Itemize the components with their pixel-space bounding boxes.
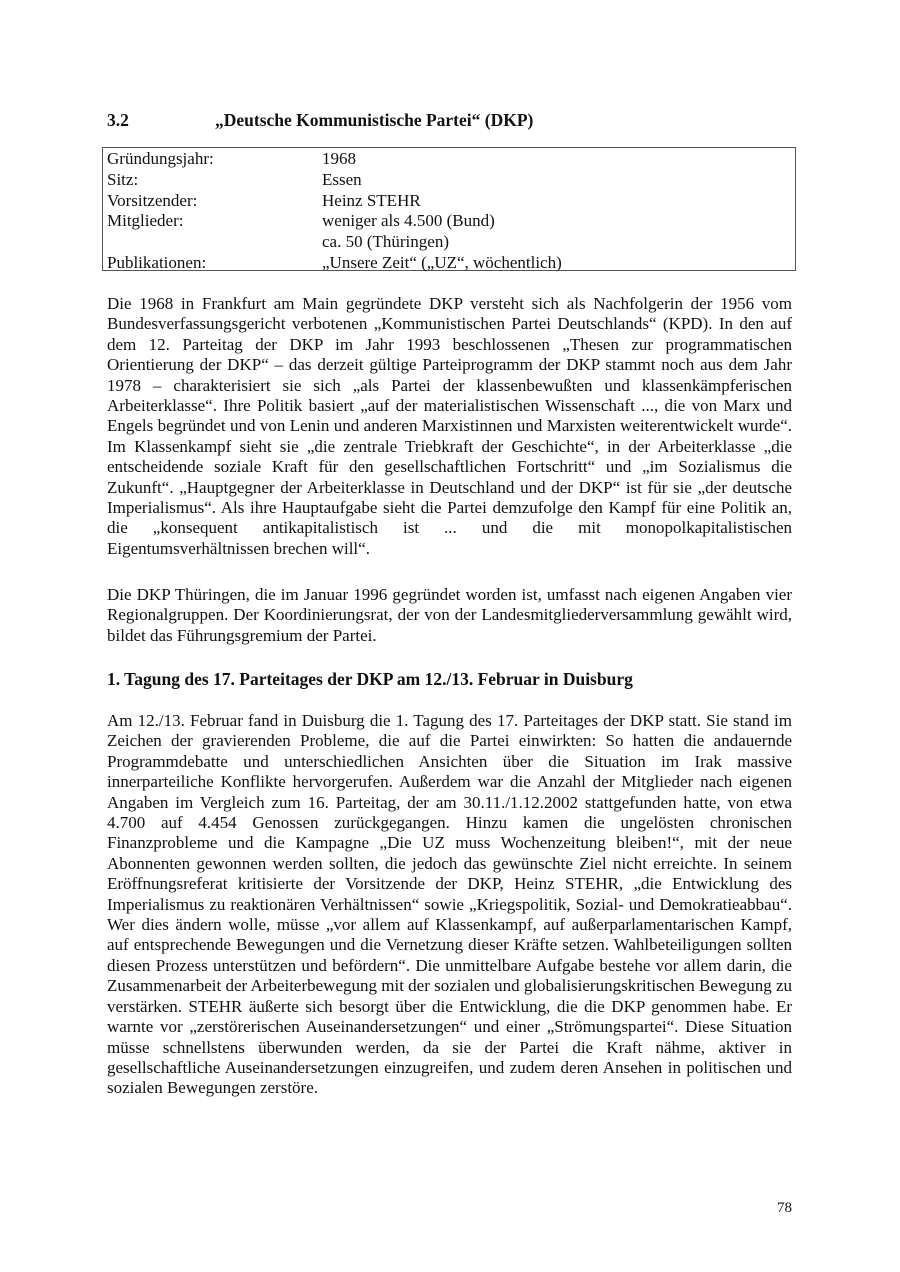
section-heading: [107, 109, 533, 131]
party-facts-table: [107, 149, 562, 274]
facts-row-founded: [107, 149, 562, 170]
facts-label: Vorsitzender:: [107, 190, 198, 210]
subheading-party-congress: 1. Tagung des 17. Parteitages der DKP am 12./13. Februar in Duisburg: [107, 669, 633, 689]
facts-row-publications: [107, 253, 562, 274]
page-number: 78: [777, 1200, 792, 1216]
facts-value: Essen: [322, 169, 362, 189]
facts-value: ca. 50 (Thüringen): [322, 232, 449, 252]
facts-label: Sitz:: [107, 169, 139, 189]
facts-label: Gründungsjahr:: [107, 149, 214, 168]
facts-row-seat: [107, 170, 562, 191]
paragraph-thuringia: Die DKP Thüringen, die im Januar 1996 gegründet worden ist, umfasst nach eigenen Angaben vier Regionalgruppen. Der Koordinierungsrat, der von der Landesmitgliederversammlung gewählt wird, bildet das Führungsgremium der Partei.: [107, 585, 792, 645]
section-title: „Deutsche Kommunistische Partei“ (DKP): [215, 110, 534, 130]
paragraph-congress: Am 12./13. Februar fand in Duisburg die 1. Tagung des 17. Parteitages der DKP statt. Sie stand im Zeichen der gravierenden Probleme, die auf die Partei einwirkten: So hatten die andauernde Programmdebatte und unterschiedlichen Ansichten über die Situation im Irak massive innerparteiliche Konflikte hervorgerufen. Außerdem war die Anzahl der Mitglieder nach eigenen Angaben im Vergleich zum 16. Parteitag, der am 30.11./1.12.2002 stattgefunden hatte, von etwa 4.700 auf 4.454 Genossen zurückgegangen. Hinzu kamen die ungelösten chronischen Finanzprobleme und die Kampagne „Die UZ muss Wochenzeitung bleiben!“, mit der neue Abonnenten gewonnen werden sollten, die jedoch das gewünschte Ziel nicht erreichte. In seinem Eröffnungsreferat kritisierte der Vorsitzende der DKP, Heinz STEHR, „die Entwicklung des Imperialismus zu reaktionären Verhältnissen“ sowie „Kriegspolitik, Sozial- und Demokratieabbau“. Wer dies ändern wolle, müsse „vor allem auf Klassenkampf, auf außerparlamentarischen Kampf, auf entsprechende Bewegungen und die Vernetzung dieser Kräfte setzen. Wahlbeteiligungen sollten diesen Prozess unterstützen und befördern“. Die unmittelbare Aufgabe bestehe vor allem darin, die Zusammenarbeit der Arbeiterbewegung mit der sozialen und globalisierungskritischen Bewegung zu verstärken. STEHR äußerte sich besorgt über die Entwicklung, die die DKP genommen habe. Er warnte vor „zerstörerischen Auseinandersetzungen“ und einer „Strömungspartei“. Diese Situation müsse schnellstens überwunden werden, da sie der Partei die Kraft nähme, aktiver in gesellschaftliche Auseinandersetzungen einzugreifen, und zudem deren Ansehen in politischen und sozialen Bewegungen zerstöre.: [107, 711, 792, 1098]
facts-row-members-thuringia: [107, 232, 562, 253]
facts-row-members: [107, 211, 562, 232]
paragraph-intro: Die 1968 in Frankfurt am Main gegründete DKP versteht sich als Nachfolgerin der 1956 vom Bundesverfassungsgericht verbotenen „Kommunistischen Partei Deutschlands“ (KPD). In den auf dem 12. Parteitag der DKP im Jahr 1993 beschlossenen „Thesen zur programmatischen Orientierung der DKP“ – das derzeit gültige Parteiprogramm der DKP stammt noch aus dem Jahr 1978 – charakterisiert sie sich „als Partei der klassenbewußten und klassenkämpferischen Arbeiterklasse“. Ihre Politik basiert „auf der materialistischen Wissenschaft ..., die von Marx und Engels begründet und von Lenin und anderen Marxistinnen und Marxisten weiterentwickelt wurde“. Im Klassenkampf sieht sie „die zentrale Triebkraft der Geschichte“, in der Arbeiterklasse „die entscheidende soziale Kraft für den gesellschaftlichen Fortschritt“ und „im Sozialismus die Zukunft“. „Hauptgegner der Arbeiterklasse in Deutschland und der DKP“ ist für sie „der deutsche Imperialismus“. Als ihre Hauptaufgabe sieht die Partei demzufolge den Kampf für eine Politik an, die „konsequent antikapitalistisch ist ... und die mit monopolkapitalistischen Eigentumsverhältnissen brechen will“.: [107, 294, 792, 558]
party-facts-box: [102, 147, 796, 271]
facts-value: „Unsere Zeit“ („UZ“, wöchentlich): [322, 252, 562, 272]
facts-value: weniger als 4.500 (Bund): [322, 211, 495, 231]
facts-label: [107, 232, 322, 253]
facts-row-chairman: [107, 191, 562, 212]
facts-value: Heinz STEHR: [322, 190, 421, 210]
facts-label: Publikationen:: [107, 252, 207, 272]
section-number: 3.2: [107, 110, 129, 130]
facts-value: 1968: [322, 149, 356, 168]
facts-label: Mitglieder:: [107, 211, 184, 231]
